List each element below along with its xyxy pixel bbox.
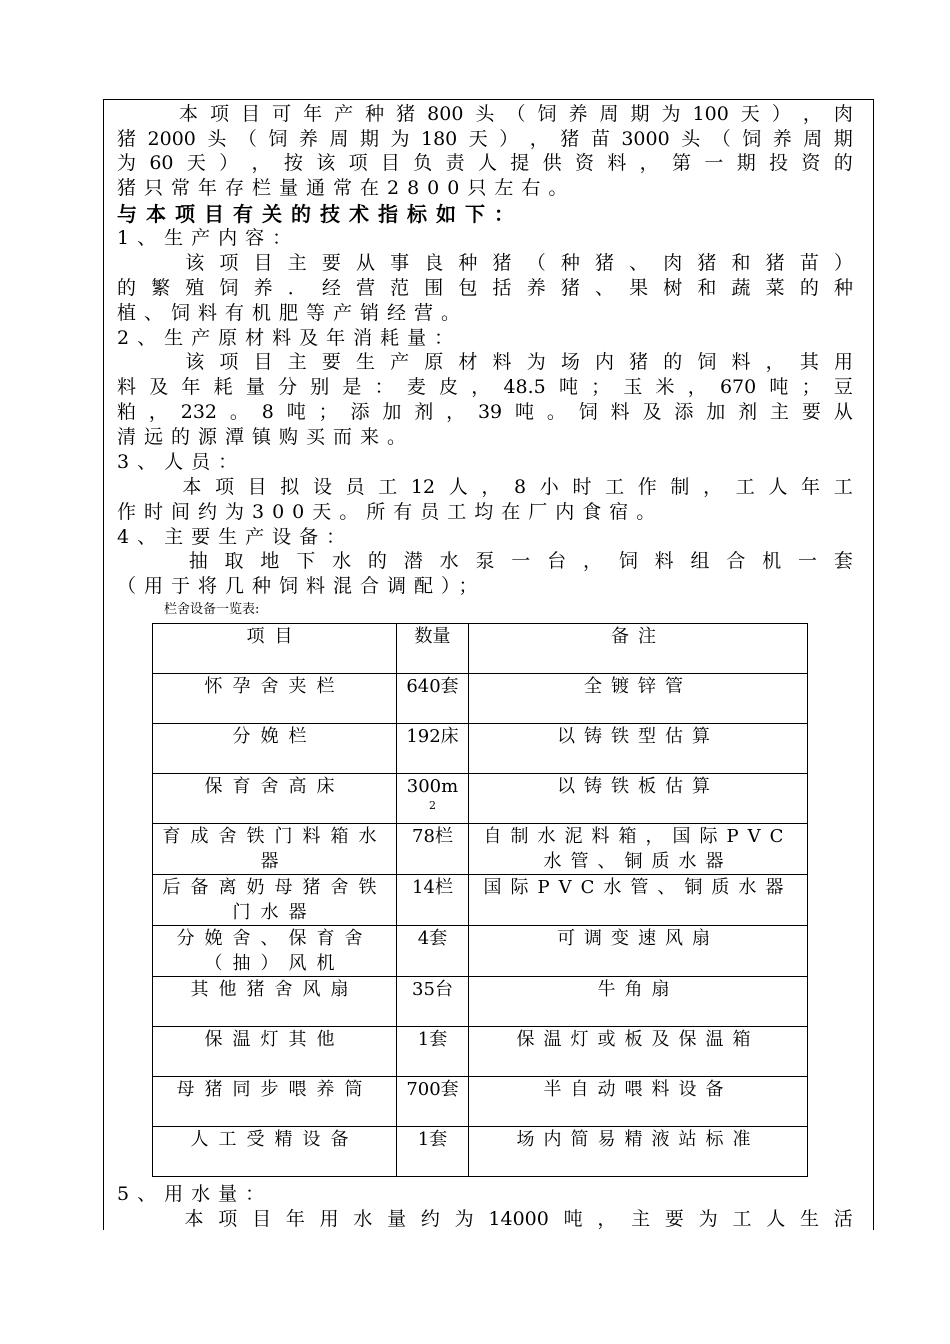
cell-item: 人工受精设备 (153, 1127, 397, 1177)
qty-value: 1套 (417, 1129, 448, 1150)
table-row (153, 724, 808, 774)
cell-item: 分娩栏 (153, 724, 397, 774)
cell-item: 保育舍高床 (153, 774, 397, 824)
qty-value: 4套 (417, 928, 448, 949)
cell-note: 半自动喂料设备 (469, 1077, 808, 1127)
cell-item: 其他猪舍风扇 (153, 977, 397, 1027)
header-item: 项目 (153, 624, 397, 674)
text-line: 猪只常年存栏量通常在2800只左右。 (117, 177, 576, 199)
text-line: 2、生产原材料及年消耗量： (117, 327, 462, 349)
text-line: 该 项 目 主 要 从 事 良 种 猪 （ 种 猪 、 肉 猪 和 猪 苗 ） (185, 252, 853, 274)
cell-qty (397, 926, 469, 977)
text-line: 清远的源潭镇购买而来。 (117, 426, 415, 448)
qty-value: 14栏 (412, 877, 453, 898)
table-row (153, 926, 808, 977)
cell-qty (397, 1127, 469, 1177)
table-row (153, 774, 808, 824)
text-line: 粕 ， 232 。 8 吨 ； 添 加 剂 ， 39 吨 。 饲 料 及 添 加 剂 主 要 从 (117, 401, 853, 423)
table-row (153, 875, 808, 926)
text-line: 为 60 天 ） ， 按 该 项 目 负 责 人 提 供 资 料 ， 第 一 期 投 资 的 (117, 152, 853, 174)
qty-value: 35台 (412, 979, 453, 1000)
text-line: 本 项 目 年 用 水 量 约 为 14000 吨 ， 主 要 为 工 人 生 活 (184, 1208, 853, 1230)
table-caption: 栏舍设备一览表: (164, 602, 260, 617)
text-line: 的 繁 殖 饲 养 ． 经 营 范 围 包 括 养 猪 、 果 树 和 蔬 菜 的 种 (117, 277, 853, 299)
cell-item: 保温灯其他 (153, 1027, 397, 1077)
table-row (153, 674, 808, 724)
table-row (153, 1027, 808, 1077)
qty-value: 1套 (417, 1029, 448, 1050)
equipment-table (152, 623, 808, 1177)
text-line: 料 及 年 耗 量 分 别 是 ： 麦 皮 ， 48.5 吨 ； 玉 米 ， 670 吨 ； 豆 (117, 376, 853, 398)
cell-qty (397, 824, 469, 875)
cell-note: 国际PVC水管、铜质水器 (469, 875, 808, 926)
cell-qty (397, 1027, 469, 1077)
cell-note: 场内简易精液站标准 (469, 1127, 808, 1177)
cell-note: 牛角扇 (469, 977, 808, 1027)
qty-value: 192床 (406, 726, 459, 747)
cell-qty (397, 875, 469, 926)
table-row (153, 1077, 808, 1127)
text-line: 本 项 目 可 年 产 种 猪 800 头 （ 饲 养 周 期 为 100 天 ） ， 肉 (179, 103, 853, 125)
text-line: 5、用水量： (117, 1183, 273, 1205)
cell-item: 育成舍铁门料箱水器 (153, 824, 397, 875)
text-line: 4、主要生产设备： (117, 526, 354, 548)
text-line: 1、生产内容： (117, 227, 300, 249)
cell-item: 母猪同步喂养筒 (153, 1077, 397, 1127)
cell-item: 分娩舍、保育舍（抽）风机 (153, 926, 397, 977)
text-line: 该 项 目 主 要 生 产 原 材 料 为 场 内 猪 的 饲 料 ， 其 用 (185, 351, 853, 373)
qty-superscript: 2 (429, 799, 436, 812)
cell-note: 自制水泥料箱，国际PVC水管、铜质水器 (469, 824, 808, 875)
text-line: 作时间约为300天。所有员工均在厂内食宿。 (117, 501, 664, 523)
cell-item: 后备离奶母猪舍铁门水器 (153, 875, 397, 926)
qty-value: 700套 (406, 1079, 459, 1100)
cell-qty (397, 674, 469, 724)
table-row (153, 824, 808, 875)
text-line: 植、饲料有机肥等产销经营。 (117, 302, 469, 324)
text-line: 抽 取 地 下 水 的 潜 水 泵 一 台 ， 饲 料 组 合 机 一 套 (188, 550, 853, 572)
cell-note: 全镀锌管 (469, 674, 808, 724)
text-line: 本 项 目 拟 设 员 工 12 人 ， 8 小 时 工 作 制 ， 工 人 年 工 (182, 476, 853, 498)
cell-qty (397, 724, 469, 774)
cell-note: 可调变速风扇 (469, 926, 808, 977)
table-row (153, 1127, 808, 1177)
qty-value: 640套 (406, 676, 459, 697)
cell-note: 以铸铁型估算 (469, 724, 808, 774)
header-qty: 数量 (397, 624, 469, 674)
cell-qty (397, 977, 469, 1027)
cell-qty (397, 774, 469, 824)
qty-value: 300m (406, 776, 459, 797)
table-row (153, 977, 808, 1027)
table-header-row (153, 624, 808, 674)
section-heading: 与本项目有关的技术指标如下： (117, 202, 523, 226)
text-line: （用于将几种饲料混合调配）； (117, 575, 486, 597)
qty-value: 78栏 (412, 826, 453, 847)
cell-qty (397, 1077, 469, 1127)
cell-note: 保温灯或板及保温箱 (469, 1027, 808, 1077)
cell-note: 以铸铁板估算 (469, 774, 808, 824)
cell-item: 怀孕舍夹栏 (153, 674, 397, 724)
text-line: 猪 2000 头 （ 饲 养 周 期 为 180 天 ） ， 猪 苗 3000 头 （ 饲 养 周 期 (117, 128, 853, 150)
header-note: 备注 (469, 624, 808, 674)
text-line: 3、人员： (117, 451, 246, 473)
